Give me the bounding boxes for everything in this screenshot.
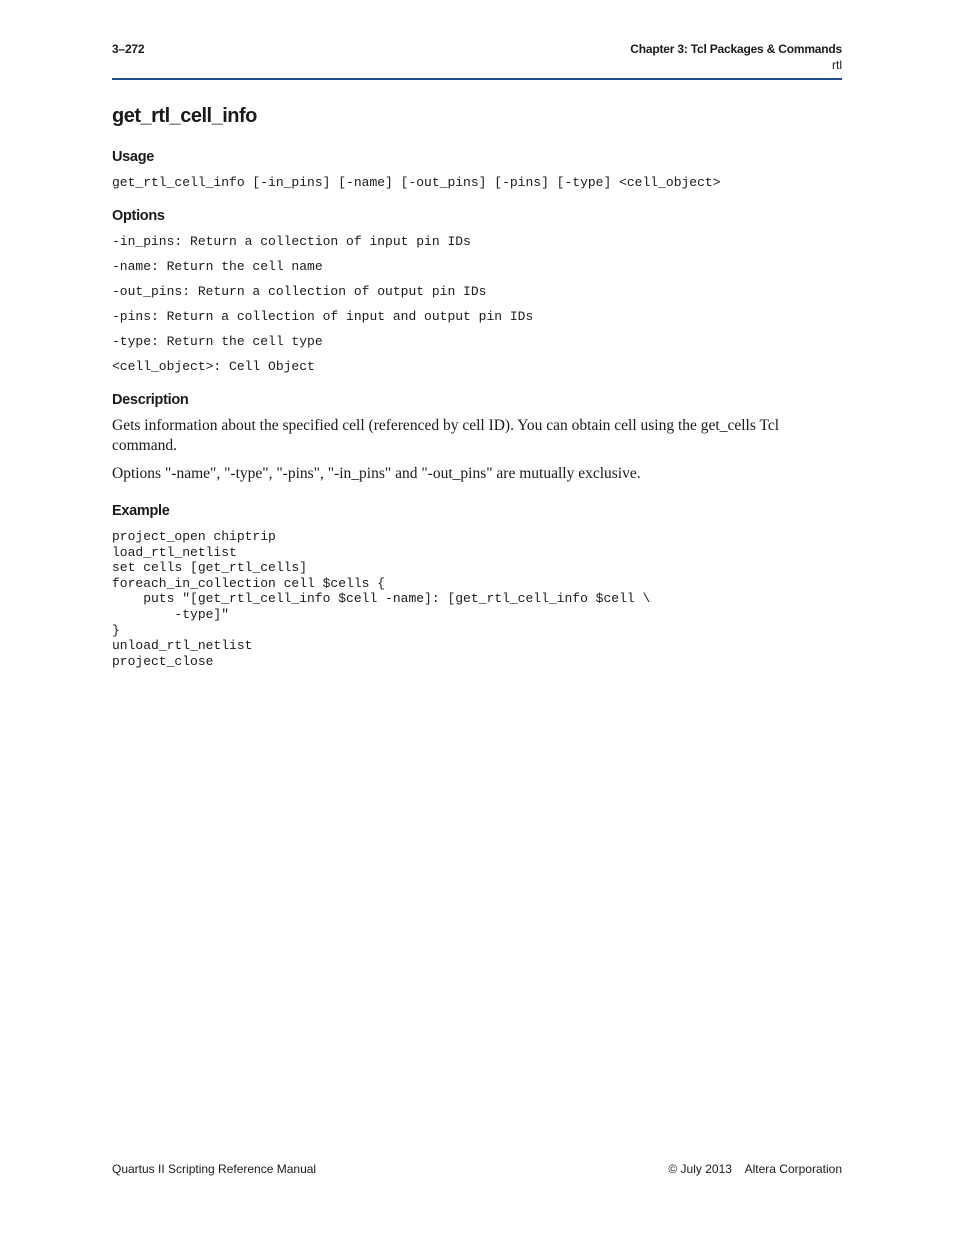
document-page [112,40,842,1190]
option-pins: -pins: Return a collection of input and output pin IDs [112,309,534,324]
usage-syntax: get_rtl_cell_info [-in_pins] [-name] [-out_pins] [-pins] [-type] <cell_object> [112,175,721,190]
option-name: -name: Return the cell name [112,259,323,274]
usage-heading: Usage [112,149,155,165]
footer-copyright [668,1162,842,1176]
footer-manual-title: Quartus II Scripting Reference Manual [112,1162,317,1176]
footer-date: © July 2013 [668,1162,732,1176]
command-title: get_rtl_cell_info [112,105,257,127]
example-code-block: project_open chiptrip load_rtl_netlist set cells [get_rtl_cells] foreach_in_collection cell $cells { puts "[get_rtl_cell_info $cell -name]: [get_rtl_cell_info $cell \ -type]" } unload_rtl_netlist project_close [112,529,651,669]
option-in-pins: -in_pins: Return a collection of input pin IDs [112,234,471,249]
example-heading: Example [112,503,170,519]
option-out-pins: -out_pins: Return a collection of output pin IDs [112,284,487,299]
footer-company: Altera Corporation [744,1162,842,1176]
page-header [112,40,842,80]
page-number: 3–272 [112,42,145,56]
options-heading: Options [112,208,165,224]
description-paragraph-2: Options "-name", "-type", "-pins", "-in_pins" and "-out_pins" are mutually exclusive. [112,465,641,482]
description-paragraph-1: Gets information about the specified cell (referenced by cell ID). You can obtain cell using the get_cells Tcl command. [112,417,780,454]
option-type: -type: Return the cell type [112,334,323,349]
option-cell-object: <cell_object>: Cell Object [112,359,315,374]
description-heading: Description [112,392,189,408]
chapter-title: Chapter 3: Tcl Packages & Commands [630,42,842,56]
section-label: rtl [832,58,842,72]
